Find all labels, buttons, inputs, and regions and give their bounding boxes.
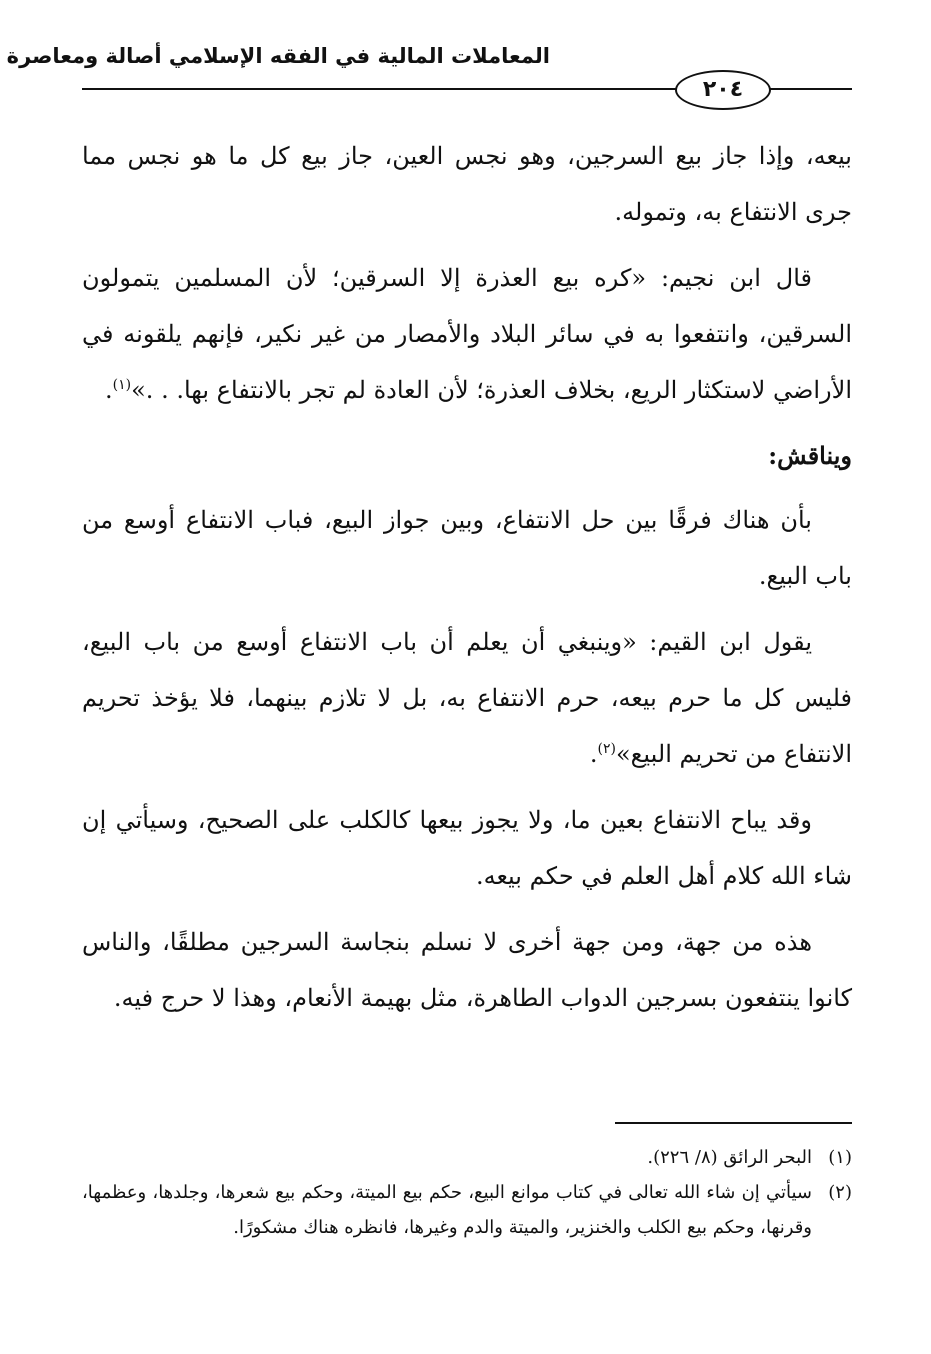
- paragraph-3: بأن هناك فرقًا بين حل الانتفاع، وبين جواز البيع، فباب الانتفاع أوسع من باب البيع.: [82, 506, 852, 590]
- footnote-2-text: سيأتي إن شاء الله تعالى في كتاب موانع البيع، حكم بيع الميتة، وحكم بيع شعرها، وجلدها، وعظمها، وقرنها، وحكم بيع الكلب والخنزير، والميتة والدم وغيرها، فانظره هناك مشكورًا.: [82, 1182, 812, 1238]
- paragraph-6: هذه من جهة، ومن جهة أخرى لا نسلم بنجاسة السرجين مطلقًا، والناس كانوا ينتفعون بسرجين الدواب الطاهرة، مثل بهيمة الأنعام، وهذا لا حرج فيه.: [82, 928, 852, 1012]
- paragraph-2-end: .: [105, 376, 113, 404]
- footnote-1-number: (١): [828, 1147, 852, 1168]
- section-heading: ويناقش:: [768, 441, 852, 470]
- footnote-1: [82, 1140, 852, 1175]
- page-number-badge: ٢٠٤: [675, 70, 771, 110]
- paragraph-4: [82, 614, 852, 782]
- paragraph-5: وقد يباح الانتفاع بعين ما، ولا يجوز بيعها كالكلب على الصحيح، وسيأتي إن شاء الله كلام أهل العلم في حكم بيعه.: [82, 806, 852, 890]
- paragraph-4-text: يقول ابن القيم: «وينبغي أن يعلم أن باب الانتفاع أوسع من باب البيع، فليس كل ما حرم بيعه، حرم الانتفاع به، بل لا تلازم بينهما، فلا يؤخذ تحريم الانتفاع من تحريم البيع»: [82, 628, 852, 768]
- main-text: [82, 128, 852, 1036]
- paragraph-4-end: .: [589, 740, 598, 768]
- footnote-ref-1: (١): [112, 377, 132, 393]
- footnote-1-text: البحر الرائق (٨/ ٢٢٦).: [647, 1147, 812, 1168]
- footnotes: [82, 1140, 852, 1245]
- running-header-title: المعاملات المالية في الفقه الإسلامي أصالة ومعاصرة: [6, 44, 550, 68]
- paragraph-2: [82, 250, 852, 418]
- paragraph-2-text: قال ابن نجيم: «كره بيع العذرة إلا السرقين؛ لأن المسلمين يتمولون السرقين، وانتفعوا به في سائر البلاد والأمصار من غير نكير، فإنهم يلقونه في الأراضي لاستكثار الريع، بخلاف العذرة؛ لأن العادة لم تجر بالانتفاع بها. . .»: [82, 264, 852, 404]
- footnote-separator: [615, 1122, 852, 1124]
- footnote-2-number: (٢): [828, 1182, 852, 1203]
- footnote-ref-2: (٢): [597, 741, 616, 757]
- footnote-2: [82, 1175, 852, 1245]
- paragraph-1: بيعه، وإذا جاز بيع السرجين، وهو نجس العين، جاز بيع كل ما هو نجس مما جرى الانتفاع به، وتموله.: [82, 142, 852, 226]
